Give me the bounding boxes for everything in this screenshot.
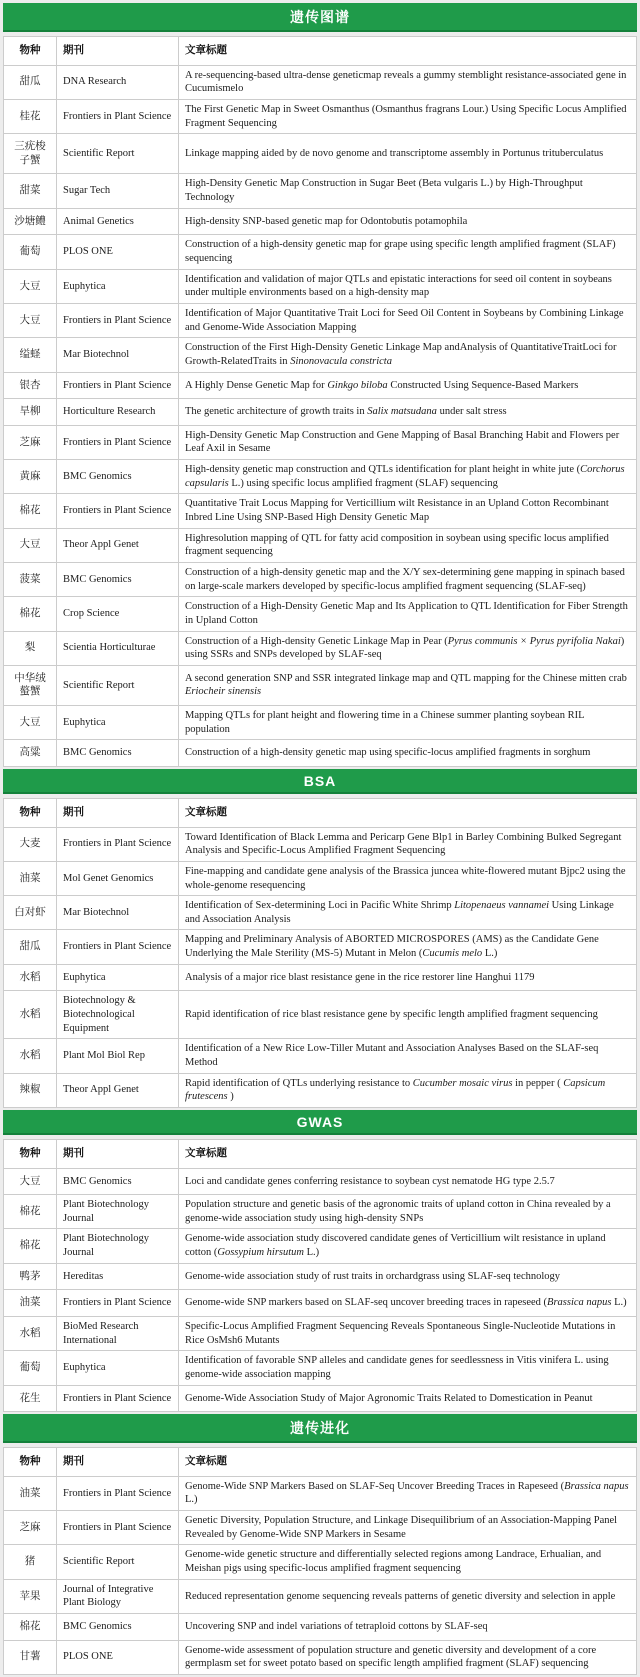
header-row <box>4 1448 637 1477</box>
table-row <box>4 964 637 991</box>
journal-cell: Frontiers in Plant Science <box>57 1385 179 1412</box>
journal-cell: Theor Appl Genet <box>57 1073 179 1107</box>
table-row <box>4 1511 637 1545</box>
table-row <box>4 1263 637 1290</box>
article-title-cell: Highresolution mapping of QTL for fatty acid composition in soybean using specific locus amplified fragment sequencing <box>179 528 637 562</box>
column-header-title: 文章标题 <box>179 798 637 827</box>
article-title-cell: The First Genetic Map in Sweet Osmanthus (Osmanthus fragrans Lour.) Using Specific Locus Amplified Fragment Sequencing <box>179 99 637 133</box>
species-cell: 旱柳 <box>4 399 57 426</box>
journal-cell: Mar Biotechnol <box>57 338 179 372</box>
journal-cell: Frontiers in Plant Science <box>57 930 179 964</box>
species-cell: 银杏 <box>4 372 57 399</box>
journal-cell: Frontiers in Plant Science <box>57 99 179 133</box>
journal-cell: Euphytica <box>57 706 179 740</box>
article-title-cell: Construction of a High-density Genetic Linkage Map in Pear (Pyrus communis × Pyrus pyrifolia Nakai) using SSRs and SNPs developed by SLAF-seq <box>179 631 637 665</box>
table-row <box>4 460 637 494</box>
species-cell: 猪 <box>4 1545 57 1579</box>
table-row <box>4 208 637 235</box>
table-row <box>4 930 637 964</box>
article-title-cell: High-density genetic map construction and QTLs identification for plant height in white jute (Corchorus capsularis L.) using specific locus amplified fragment (SLAF) sequencing <box>179 460 637 494</box>
article-title-cell: Genome-Wide Association Study of Major Agronomic Traits Related to Domestication in Peanut <box>179 1385 637 1412</box>
journal-cell: Scientific Report <box>57 665 179 705</box>
article-title-cell: The genetic architecture of growth traits in Salix matsudana under salt stress <box>179 399 637 426</box>
article-title-cell: High-Density Genetic Map Construction in Sugar Beet (Beta vulgaris L.) by High-Throughput Technology <box>179 174 637 208</box>
species-cell: 缢蛏 <box>4 338 57 372</box>
journal-cell: Frontiers in Plant Science <box>57 1476 179 1510</box>
articles-table <box>3 1139 637 1412</box>
column-header-title: 文章标题 <box>179 1448 637 1477</box>
species-cell: 棉花 <box>4 1613 57 1640</box>
species-cell: 大豆 <box>4 303 57 337</box>
table-row <box>4 372 637 399</box>
table-row <box>4 1613 637 1640</box>
article-title-cell: Toward Identification of Black Lemma and Pericarp Gene Blp1 in Barley Combining Bulked Segregant Analysis and Specific-Locus Amplified Fragment Sequencing <box>179 827 637 861</box>
species-cell: 苹果 <box>4 1579 57 1613</box>
journal-cell: BMC Genomics <box>57 740 179 767</box>
journal-cell: Euphytica <box>57 269 179 303</box>
article-title-cell: Construction of the First High-Density Genetic Linkage Map andAnalysis of QuantitativeTraitLoci for Growth-RelatedTraits in Sinonovacula constricta <box>179 338 637 372</box>
journal-cell: Euphytica <box>57 964 179 991</box>
table-row <box>4 174 637 208</box>
species-cell: 葡萄 <box>4 235 57 269</box>
article-title-cell: Genome-wide genetic structure and differentially selected regions among Landrace, Erhualian, and Meishan pigs using specific-locus amplified fragment sequencing <box>179 1545 637 1579</box>
journal-cell: BMC Genomics <box>57 1613 179 1640</box>
header-row <box>4 1139 637 1168</box>
journal-cell: Scientific Report <box>57 134 179 174</box>
article-title-cell: Genome-Wide SNP Markers Based on SLAF-Seq Uncover Breeding Traces in Rapeseed (Brassica napus L.) <box>179 1476 637 1510</box>
column-header-species: 物种 <box>4 798 57 827</box>
table-row <box>4 235 637 269</box>
table-row <box>4 991 637 1039</box>
journal-cell: Frontiers in Plant Science <box>57 1290 179 1317</box>
header-row <box>4 798 637 827</box>
species-cell: 棉花 <box>4 1195 57 1229</box>
table-row <box>4 269 637 303</box>
species-cell: 棉花 <box>4 1229 57 1263</box>
header-row <box>4 37 637 66</box>
table-row <box>4 740 637 767</box>
section-banner <box>3 3 637 32</box>
species-cell: 中华绒螯蟹 <box>4 665 57 705</box>
journal-cell: Plant Biotechnology Journal <box>57 1195 179 1229</box>
article-title-cell: Analysis of a major rice blast resistance gene in the rice restorer line Hanghui 1179 <box>179 964 637 991</box>
article-title-cell: Construction of a high-density genetic map using specific-locus amplified fragments in sorghum <box>179 740 637 767</box>
table-row <box>4 1229 637 1263</box>
table-row <box>4 1351 637 1385</box>
column-header-species: 物种 <box>4 1139 57 1168</box>
section-banner <box>3 769 637 794</box>
species-cell: 菠菜 <box>4 562 57 596</box>
journal-cell: Mol Genet Genomics <box>57 861 179 895</box>
species-cell: 高粱 <box>4 740 57 767</box>
journal-cell: Journal of Integrative Plant Biology <box>57 1579 179 1613</box>
table-row <box>4 861 637 895</box>
journal-cell: Animal Genetics <box>57 208 179 235</box>
journal-cell: BMC Genomics <box>57 562 179 596</box>
article-title-cell: Population structure and genetic basis of the agronomic traits of upland cotton in China revealed by a genome-wide association study using high-density SNPs <box>179 1195 637 1229</box>
article-title-cell: Construction of a High-Density Genetic Map and Its Application to QTL Identification for Fiber Strength in Upland Cotton <box>179 597 637 631</box>
article-title-cell: A second generation SNP and SSR integrated linkage map and QTL mapping for the Chinese mitten crab Eriocheir sinensis <box>179 665 637 705</box>
article-title-cell: Genome-wide association study of rust traits in orchardgrass using SLAF-seq technology <box>179 1263 637 1290</box>
article-title-cell: Identification and validation of major QTLs and epistatic interactions for seed oil content in soybeans under multiple environments based on a high-density map <box>179 269 637 303</box>
journal-cell: Frontiers in Plant Science <box>57 827 179 861</box>
species-cell: 水稻 <box>4 1039 57 1073</box>
article-title-cell: A Highly Dense Genetic Map for Ginkgo biloba Constructed Using Sequence-Based Markers <box>179 372 637 399</box>
journal-cell: Horticulture Research <box>57 399 179 426</box>
journal-cell: Scientia Horticulturae <box>57 631 179 665</box>
column-header-species: 物种 <box>4 37 57 66</box>
article-title-cell: Reduced representation genome sequencing reveals patterns of genetic diversity and selection in apple <box>179 1579 637 1613</box>
species-cell: 水稻 <box>4 991 57 1039</box>
table-row <box>4 706 637 740</box>
journal-cell: BioMed Research International <box>57 1317 179 1351</box>
article-title-cell: Identification of Sex-determining Loci in Pacific White Shrimp Litopenaeus vannamei Using Linkage and Association Analysis <box>179 896 637 930</box>
species-cell: 葡萄 <box>4 1351 57 1385</box>
section-title: 遗传图谱 <box>290 9 350 25</box>
column-header-title: 文章标题 <box>179 37 637 66</box>
species-cell: 甘薯 <box>4 1640 57 1674</box>
table-row <box>4 665 637 705</box>
species-cell: 黄麻 <box>4 460 57 494</box>
column-header-journal: 期刊 <box>57 798 179 827</box>
journal-cell: PLOS ONE <box>57 1640 179 1674</box>
article-title-cell: Construction of a high-density genetic map for grape using specific length amplified fragment (SLAF) sequencing <box>179 235 637 269</box>
article-title-cell: Linkage mapping aided by de novo genome and transcriptome assembly in Portunus trituberculatus <box>179 134 637 174</box>
article-title-cell: High-Density Genetic Map Construction and Gene Mapping of Basal Branching Habit and Flowers per Leaf Axil in Sesame <box>179 425 637 459</box>
section-title: 遗传进化 <box>290 1420 350 1437</box>
species-cell: 大豆 <box>4 1168 57 1195</box>
articles-table <box>3 36 637 767</box>
species-cell: 大豆 <box>4 528 57 562</box>
article-title-cell: Identification of a New Rice Low-Tiller Mutant and Association Analyses Based on the SLAF-seq Method <box>179 1039 637 1073</box>
article-title-cell: Genome-wide assessment of population structure and genetic diversity and development of a core germplasm set for sweet potato based on specific length amplified fragment (SLAF) sequencing <box>179 1640 637 1674</box>
species-cell: 油菜 <box>4 861 57 895</box>
section-遗传图谱 <box>3 3 637 767</box>
table-row <box>4 1317 637 1351</box>
section-title: BSA <box>303 772 337 789</box>
table-row <box>4 1073 637 1107</box>
table-row <box>4 303 637 337</box>
table-row <box>4 1195 637 1229</box>
species-cell: 芝麻 <box>4 425 57 459</box>
section-BSA <box>3 769 637 1108</box>
journal-cell: Euphytica <box>57 1351 179 1385</box>
journal-cell: Frontiers in Plant Science <box>57 425 179 459</box>
species-cell: 棉花 <box>4 494 57 528</box>
article-title-cell: Identification of favorable SNP alleles and candidate genes for seedlessness in Vitis vinifera L. using genome-wide association mapping <box>179 1351 637 1385</box>
article-title-cell: High-density SNP-based genetic map for Odontobutis potamophila <box>179 208 637 235</box>
section-banner <box>3 1414 637 1443</box>
journal-cell: Frontiers in Plant Science <box>57 1511 179 1545</box>
journal-cell: Theor Appl Genet <box>57 528 179 562</box>
column-header-journal: 期刊 <box>57 37 179 66</box>
species-cell: 沙塘鳢 <box>4 208 57 235</box>
articles-table <box>3 1447 637 1675</box>
table-row <box>4 494 637 528</box>
column-header-species: 物种 <box>4 1448 57 1477</box>
species-cell: 棉花 <box>4 597 57 631</box>
species-cell: 辣椒 <box>4 1073 57 1107</box>
table-row <box>4 1640 637 1674</box>
species-cell: 油菜 <box>4 1476 57 1510</box>
table-row <box>4 1168 637 1195</box>
table-row <box>4 134 637 174</box>
table-row <box>4 1579 637 1613</box>
section-title: GWAS <box>296 1113 344 1130</box>
article-title-cell: Quantitative Trait Locus Mapping for Verticillium wilt Resistance in an Upland Cotton Recombinant Inbred Line Using SNP-Based High Density Genetic Map <box>179 494 637 528</box>
section-banner <box>3 1110 637 1135</box>
table-row <box>4 1039 637 1073</box>
journal-cell: Scientific Report <box>57 1545 179 1579</box>
journal-cell: Crop Science <box>57 597 179 631</box>
species-cell: 三疣梭子蟹 <box>4 134 57 174</box>
column-header-journal: 期刊 <box>57 1448 179 1477</box>
species-cell: 白对虾 <box>4 896 57 930</box>
journal-cell: Hereditas <box>57 1263 179 1290</box>
species-cell: 甜菜 <box>4 174 57 208</box>
table-row <box>4 597 637 631</box>
article-title-cell: Rapid identification of rice blast resistance gene by specific length amplified fragment sequencing <box>179 991 637 1039</box>
species-cell: 甜瓜 <box>4 65 57 99</box>
species-cell: 甜瓜 <box>4 930 57 964</box>
table-row <box>4 399 637 426</box>
article-title-cell: Genetic Diversity, Population Structure, and Linkage Disequilibrium of an Association-Mapping Panel Revealed by Genome-Wide SNP Markers in Sesame <box>179 1511 637 1545</box>
column-header-title: 文章标题 <box>179 1139 637 1168</box>
article-title-cell: Uncovering SNP and indel variations of tetraploid cottons by SLAF-seq <box>179 1613 637 1640</box>
journal-cell: BMC Genomics <box>57 460 179 494</box>
article-title-cell: Mapping QTLs for plant height and flowering time in a Chinese summer planting soybean RIL population <box>179 706 637 740</box>
article-title-cell: Loci and candidate genes conferring resistance to soybean cyst nematode HG type 2.5.7 <box>179 1168 637 1195</box>
article-title-cell: A re-sequencing-based ultra-dense geneticmap reveals a gummy stemblight resistance-associated gene in Cucumismelo <box>179 65 637 99</box>
table-row <box>4 631 637 665</box>
article-title-cell: Construction of a high-density genetic map and the X/Y sex-determining gene mapping in spinach based on large-scale markers developed by specific-locus amplified fragment sequencing (SLAF-seq) <box>179 562 637 596</box>
table-row <box>4 1476 637 1510</box>
table-row <box>4 1290 637 1317</box>
journal-cell: Biotechnology & Biotechnological Equipment <box>57 991 179 1039</box>
article-title-cell: Fine-mapping and candidate gene analysis of the Brassica juncea white-flowered mutant Bjpc2 using the whole-genome resequencing <box>179 861 637 895</box>
articles-table <box>3 798 637 1108</box>
species-cell: 油菜 <box>4 1290 57 1317</box>
journal-cell: Frontiers in Plant Science <box>57 372 179 399</box>
journal-cell: PLOS ONE <box>57 235 179 269</box>
article-title-cell: Mapping and Preliminary Analysis of ABORTED MICROSPORES (AMS) as the Candidate Gene Underlying the Male Sterility (MS-5) Mutant in Melon (Cucumis melo L.) <box>179 930 637 964</box>
journal-cell: BMC Genomics <box>57 1168 179 1195</box>
species-cell: 大豆 <box>4 269 57 303</box>
table-row <box>4 338 637 372</box>
article-title-cell: Genome-wide association study discovered candidate genes of Verticillium wilt resistance in upland cotton (Gossypium hirsutum L.) <box>179 1229 637 1263</box>
article-title-cell: Specific-Locus Amplified Fragment Sequencing Reveals Spontaneous Single-Nucleotide Mutations in Rice OsMsh6 Mutants <box>179 1317 637 1351</box>
table-row <box>4 528 637 562</box>
sections-container <box>3 3 637 1675</box>
journal-cell: Frontiers in Plant Science <box>57 494 179 528</box>
species-cell: 水稻 <box>4 1317 57 1351</box>
article-title-cell: Identification of Major Quantitative Trait Loci for Seed Oil Content in Soybeans by Combining Linkage and Genome-Wide Association Mapping <box>179 303 637 337</box>
journal-cell: Plant Mol Biol Rep <box>57 1039 179 1073</box>
table-row <box>4 1545 637 1579</box>
table-row <box>4 827 637 861</box>
species-cell: 桂花 <box>4 99 57 133</box>
column-header-journal: 期刊 <box>57 1139 179 1168</box>
table-row <box>4 99 637 133</box>
species-cell: 大豆 <box>4 706 57 740</box>
section-GWAS <box>3 1110 637 1412</box>
journal-cell: Plant Biotechnology Journal <box>57 1229 179 1263</box>
journal-cell: Mar Biotechnol <box>57 896 179 930</box>
species-cell: 水稻 <box>4 964 57 991</box>
table-row <box>4 1385 637 1412</box>
table-row <box>4 425 637 459</box>
species-cell: 花生 <box>4 1385 57 1412</box>
species-cell: 梨 <box>4 631 57 665</box>
journal-cell: DNA Research <box>57 65 179 99</box>
table-row <box>4 896 637 930</box>
journal-cell: Sugar Tech <box>57 174 179 208</box>
species-cell: 大麦 <box>4 827 57 861</box>
article-title-cell: Rapid identification of QTLs underlying resistance to Cucumber mosaic virus in pepper ( Capsicum frutescens ) <box>179 1073 637 1107</box>
species-cell: 鸭茅 <box>4 1263 57 1290</box>
species-cell: 芝麻 <box>4 1511 57 1545</box>
section-遗传进化 <box>3 1414 637 1675</box>
table-row <box>4 562 637 596</box>
journal-cell: Frontiers in Plant Science <box>57 303 179 337</box>
table-row <box>4 65 637 99</box>
article-title-cell: Genome-wide SNP markers based on SLAF-seq uncover breeding traces in rapeseed (Brassica napus L.) <box>179 1290 637 1317</box>
